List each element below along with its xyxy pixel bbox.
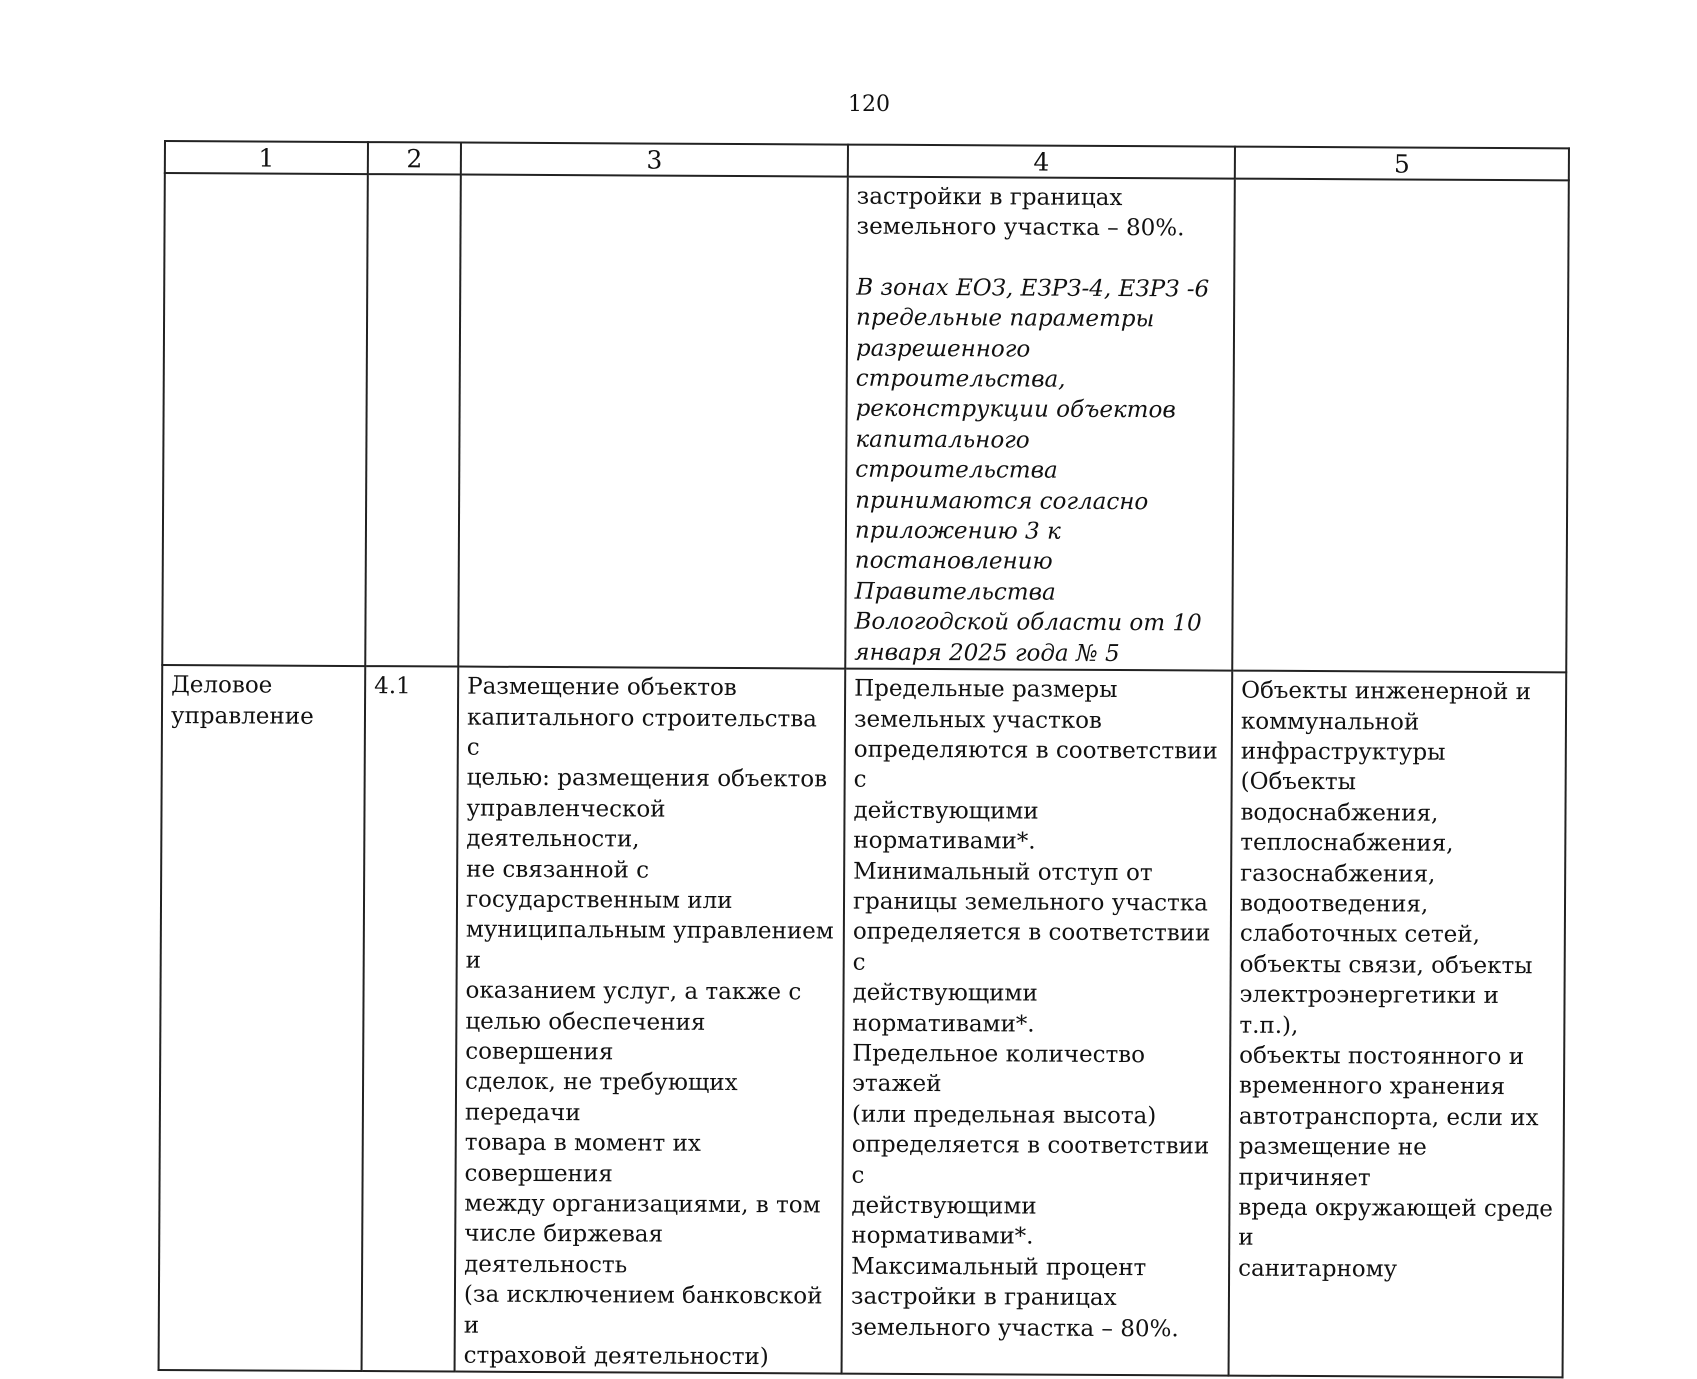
text-line: размещение не причиняет	[1238, 1133, 1427, 1191]
text-line: коммунальной	[1240, 708, 1420, 736]
header-cell-3: 3	[461, 143, 848, 177]
text-line: приложению 3 к	[854, 517, 1061, 545]
text-line: сделок, не требующих передачи	[464, 1068, 738, 1126]
text-line: инфраструктуры (Объекты	[1240, 738, 1446, 796]
text-line: вреда окружающей среде и	[1238, 1194, 1553, 1252]
text-line: числе биржевая деятельность	[464, 1220, 664, 1279]
continuation-auxiliary-cell	[1232, 179, 1569, 673]
text-line: действующими нормативами*.	[852, 979, 1038, 1038]
text-line: объекты постоянного и	[1239, 1042, 1525, 1071]
text-line: определяется в соответствии с	[852, 918, 1211, 976]
text-line: Максимальный процент	[851, 1253, 1147, 1281]
zoning-table	[158, 140, 1570, 1379]
text-line: оказанием услуг, а также с	[465, 977, 802, 1006]
text-line: Деловое	[171, 672, 273, 699]
page-number: 120	[848, 92, 890, 117]
text-line: постановлению Правительства	[854, 548, 1056, 606]
text-line: управление	[170, 702, 314, 730]
continuation-text-italic	[854, 272, 1225, 669]
text-line: автотранспорта, если их	[1238, 1103, 1539, 1131]
text-line: (за исключением банковской и	[463, 1281, 823, 1339]
text-line: между организациями, в том	[464, 1190, 821, 1219]
text-line: (или предельная высота)	[851, 1101, 1157, 1129]
header-cell-2: 2	[368, 142, 461, 174]
use-description-cell	[455, 667, 846, 1374]
text-line: государственным или	[465, 886, 733, 914]
table-row	[159, 665, 1567, 1378]
text-line: предельные параметры	[856, 304, 1155, 333]
continuation-description-cell	[458, 175, 848, 669]
use-name-cell	[159, 665, 366, 1371]
text-line: временного хранения	[1238, 1073, 1506, 1101]
text-line: действующими нормативами*.	[851, 1192, 1037, 1250]
text-line: целью: размещения объектов	[466, 764, 828, 793]
text-line: Предельное количество этажей	[851, 1040, 1146, 1098]
text-line: капитального строительства	[855, 426, 1058, 484]
text-line: страховой деятельности)	[463, 1342, 769, 1371]
text-line: разрешенного строительства,	[855, 335, 1066, 393]
text-line: капитального строительства с	[466, 704, 817, 761]
use-code-cell: 4.1	[362, 666, 459, 1372]
continuation-parameters-cell	[845, 177, 1235, 671]
text-line: муниципальным управлением и	[465, 916, 834, 974]
text-line: действующими нормативами*.	[853, 797, 1039, 855]
text-line: земельного участка – 80%.	[850, 1314, 1179, 1342]
text-line: слаботочных сетей,	[1239, 920, 1480, 949]
use-parameters-cell	[842, 669, 1233, 1376]
text-line: объекты связи, объекты	[1239, 951, 1533, 979]
header-cell-4: 4	[848, 145, 1235, 179]
text-line: Объекты инженерной и	[1241, 677, 1532, 706]
text-line: санитарному	[1238, 1255, 1398, 1283]
text-line: электроэнергетики и т.п.),	[1239, 981, 1499, 1039]
text-line: границы земельного участка	[852, 888, 1208, 917]
text-line: теплоснабжения,	[1240, 829, 1454, 857]
text-line: Минимальный отступ от	[853, 858, 1153, 886]
header-cell-1: 1	[165, 141, 368, 174]
continuation-text-normal	[856, 182, 1225, 245]
text-line: товара в момент их совершения	[464, 1129, 701, 1187]
text-line: не связанной с	[466, 856, 650, 884]
text-line: определяется в соответствии с	[851, 1131, 1210, 1189]
text-line: Предельные размеры	[854, 675, 1118, 704]
text-line: управленческой деятельности,	[466, 795, 666, 853]
text-line: реконструкции объектов	[855, 396, 1176, 424]
text-line: водоснабжения,	[1240, 799, 1439, 827]
continuation-row	[162, 173, 1569, 672]
text-line: определяются в соответствии с	[853, 736, 1218, 793]
continuation-code-cell	[365, 174, 461, 667]
text-line: застройки в границах	[856, 183, 1123, 212]
text-line: водоотведения,	[1239, 890, 1429, 918]
header-cell-5: 5	[1235, 147, 1569, 181]
text-line: земельного участка – 80%.	[856, 214, 1185, 242]
text-line: принимаются согласно	[855, 487, 1149, 515]
text-line: В зонах ЕОЗ, ЕЗРЗ-4, ЕЗРЗ -6	[856, 274, 1210, 303]
continuation-name-cell	[162, 173, 368, 666]
text-line: земельных участков	[853, 706, 1102, 734]
text-line: целью обеспечения совершения	[465, 1008, 706, 1066]
text-line: газоснабжения,	[1240, 860, 1436, 888]
text-line: Вологодской области от 10	[854, 608, 1202, 637]
text-line: Размещение объектов	[467, 673, 737, 702]
text-line: января 2025 года № 5	[854, 639, 1120, 667]
text-line: застройки в границах	[850, 1283, 1117, 1312]
use-auxiliary-cell	[1229, 671, 1567, 1378]
